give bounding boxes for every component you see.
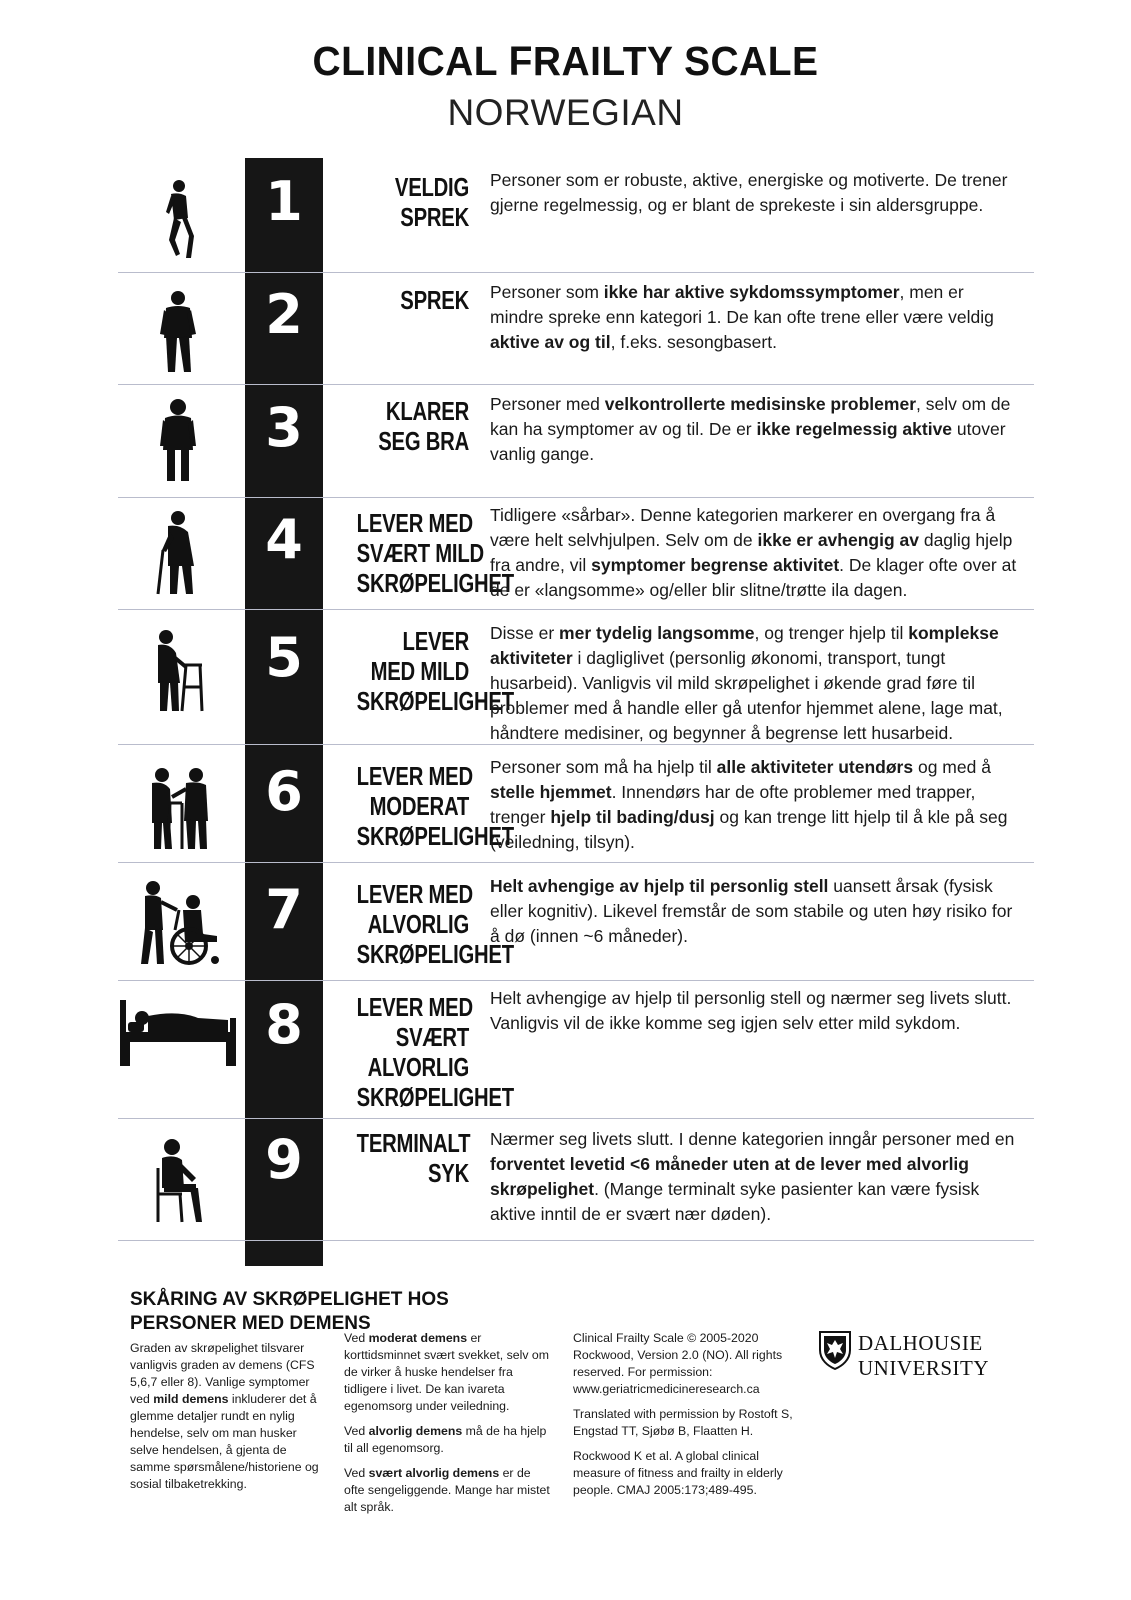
level-description: Personer som er robuste, aktive, energiske og motiverte. De trener gjerne regelmessig, og er blant de sprekeste i sin aldersgruppe. bbox=[490, 170, 1008, 215]
level-number: 1 bbox=[265, 170, 303, 233]
person-with-walker-icon bbox=[152, 627, 204, 713]
level-label bbox=[356, 992, 514, 1112]
level-label-line: SKRØPELIGHET bbox=[356, 821, 514, 851]
level-label bbox=[357, 285, 469, 315]
page-subtitle: NORWEGIAN bbox=[447, 92, 684, 133]
row-divider bbox=[118, 272, 1034, 273]
university-logo-text bbox=[858, 1331, 989, 1381]
paragraph: Ved alvorlig demens må de ha hjelp til all egenomsorg. bbox=[344, 1424, 547, 1455]
person-running-icon bbox=[162, 178, 198, 260]
page-title: CLINICAL FRAILTY SCALE bbox=[312, 38, 819, 84]
level-label-line: SYK bbox=[428, 1158, 469, 1188]
level-label bbox=[357, 1128, 469, 1188]
paragraph: Clinical Frailty Scale © 2005-2020 Rockwood, Version 2.0 (NO). All rights reserved. For permission: www.geriatricmedicineresearch.ca bbox=[573, 1331, 783, 1396]
row-divider bbox=[118, 744, 1034, 745]
level-label-line: SKRØPELIGHET bbox=[356, 939, 514, 969]
level-label bbox=[356, 626, 514, 716]
copyright-column bbox=[573, 1330, 795, 1507]
level-number: 9 bbox=[265, 1128, 303, 1191]
level-label bbox=[357, 172, 469, 232]
level-description: Nærmer seg livets slutt. I denne kategorien inngår personer med en forventet levetid <6 måneder uten at de lever med alvorlig skrøpelighet. (Mange terminalt syke pasienter kan være fysisk aktive inntil de er svært nær døden). bbox=[490, 1129, 1015, 1224]
person-in-bed-icon bbox=[118, 998, 240, 1068]
level-label bbox=[356, 508, 514, 598]
level-label-line: SKRØPELIGHET bbox=[356, 686, 514, 716]
row-divider bbox=[118, 384, 1034, 385]
level-number: 2 bbox=[265, 283, 303, 346]
paragraph: Rockwood K et al. A global clinical measure of fitness and frailty in elderly people. CMAJ 2005:173;489-495. bbox=[573, 1449, 783, 1497]
level-label-line: ALVORLIG bbox=[367, 909, 469, 939]
level-label-line: VELDIG bbox=[394, 172, 469, 202]
logo-line-2: UNIVERSITY bbox=[858, 1356, 989, 1380]
level-label-line: MODERAT bbox=[369, 791, 469, 821]
level-label-line: SVÆRT bbox=[395, 1022, 469, 1052]
level-label-line: LEVER MED bbox=[356, 879, 473, 909]
person-with-cane-icon bbox=[152, 510, 204, 596]
level-number: 7 bbox=[265, 878, 303, 941]
level-label-line: SKRØPELIGHET bbox=[356, 1082, 514, 1112]
level-label-line: LEVER bbox=[402, 626, 469, 656]
dementia-section-title: SKÅRING AV SKRØPELIGHET HOS PERSONER MED DEMENS bbox=[130, 1289, 449, 1334]
level-number: 6 bbox=[265, 760, 303, 823]
row-divider bbox=[118, 862, 1034, 863]
person-standing-icon bbox=[158, 398, 198, 484]
row-divider bbox=[118, 497, 1034, 498]
person-assisted-walking-icon bbox=[148, 765, 212, 851]
level-number: 5 bbox=[265, 626, 303, 689]
level-label-line: TERMINALT bbox=[356, 1128, 471, 1158]
level-label-line: SPREK bbox=[400, 202, 469, 232]
level-label-line: MED MILD bbox=[370, 656, 469, 686]
row-divider bbox=[118, 980, 1034, 981]
person-seated-icon bbox=[152, 1138, 210, 1224]
level-description: Helt avhengige av hjelp til personlig stell uansett årsak (fysisk eller kognitiv). Likevel fremstår de som stabile og uten høy risiko for å dø (innen ~6 måneder). bbox=[490, 876, 1013, 946]
person-walking-icon bbox=[158, 290, 198, 376]
dementia-column-2 bbox=[344, 1330, 550, 1524]
level-label-line: SVÆRT MILD bbox=[356, 538, 484, 568]
level-label-line: ALVORLIG bbox=[367, 1052, 469, 1082]
level-label-line: KLARER bbox=[385, 396, 469, 426]
person-in-wheelchair-icon bbox=[135, 880, 225, 966]
level-label-line: SPREK bbox=[400, 285, 469, 315]
level-description: Personer med velkontrollerte medisinske problemer, selv om de kan ha symptomer av og til. De er ikke regelmessig aktive utover vanlig gange. bbox=[490, 394, 1011, 464]
level-description: Disse er mer tydelig langsomme, og trenger hjelp til komplekse aktiviteter i dagliglivet (personlig økonomi, transport, tungt husarbeid). Vanligvis vil mild skrøpelighet i økende grad føre til problemer med å handle eller gå utenfor hjemmet alene, lage mat, håndtere medisiner, og begynner å begrense lett husarbeid. bbox=[490, 623, 1003, 743]
level-description: Personer som ikke har aktive sykdomssymptomer, men er mindre spreke enn kategori 1. De kan ofte trene eller være veldig aktive av og til, f.eks. sesongbasert. bbox=[490, 282, 994, 352]
paragraph: Translated with permission by Rostoft S, Engstad TT, Sjøbø B, Flaatten H. bbox=[573, 1407, 793, 1438]
level-label-line: LEVER MED bbox=[356, 761, 473, 791]
paragraph: Graden av skrøpelighet tilsvarer vanligvis graden av demens (CFS 5,6,7 eller 8). Vanlige symptomer ved mild demens inkluderer det å glemme detaljer rundt en nylig hendelse, selv om man husker selve hendelsen, å gjenta de samme spørsmålene/historiene og sosial tilbaketrekking. bbox=[130, 1341, 319, 1491]
paragraph: Ved svært alvorlig demens er de ofte sengeliggende. Mange har mistet alt språk. bbox=[344, 1466, 550, 1514]
level-label-line: SEG BRA bbox=[378, 426, 469, 456]
level-label bbox=[356, 879, 514, 969]
level-description: Tidligere «sårbar». Denne kategorien markerer en overgang fra å være helt selvhjulpen. Selv om de ikke er avhengig av daglig hjelp fra andre, vil symptomer begrense aktivitet. De klager ofte over at de er «langsomme» og/eller blir slitne/trøtte ila dagen. bbox=[490, 505, 1017, 600]
level-description: Helt avhengige av hjelp til personlig stell og nærmer seg livets slutt. Vanligvis vil de ikke komme seg igjen selv etter mild sykdom. bbox=[490, 988, 1012, 1033]
level-description: Personer som må ha hjelp til alle aktiviteter utendørs og med å stelle hjemmet. Innendørs har de ofte problemer med trapper, trenger hjelp til bading/dusj og kan trenge litt hjelp til å kle på seg (veiledning, tilsyn). bbox=[490, 757, 1008, 852]
level-label-line: SKRØPELIGHET bbox=[356, 568, 514, 598]
dalhousie-crest-icon bbox=[818, 1330, 852, 1375]
level-label bbox=[357, 396, 469, 456]
level-label bbox=[356, 761, 514, 851]
row-divider bbox=[118, 1240, 1034, 1241]
level-number: 4 bbox=[265, 508, 303, 571]
row-divider bbox=[118, 1118, 1034, 1119]
logo-line-1: DALHOUSIE bbox=[858, 1331, 983, 1355]
level-label-line: LEVER MED bbox=[356, 992, 473, 1022]
level-number: 3 bbox=[265, 396, 303, 459]
dementia-column-1 bbox=[130, 1340, 326, 1501]
row-divider bbox=[118, 609, 1034, 610]
level-number: 8 bbox=[265, 993, 303, 1056]
level-label-line: LEVER MED bbox=[356, 508, 473, 538]
paragraph: Ved moderat demens er korttidsminnet svært svekket, selv om de virker å huske hendelser fra tidligere i livet. De kan ivareta egenomsorg under veiledning. bbox=[344, 1331, 550, 1413]
